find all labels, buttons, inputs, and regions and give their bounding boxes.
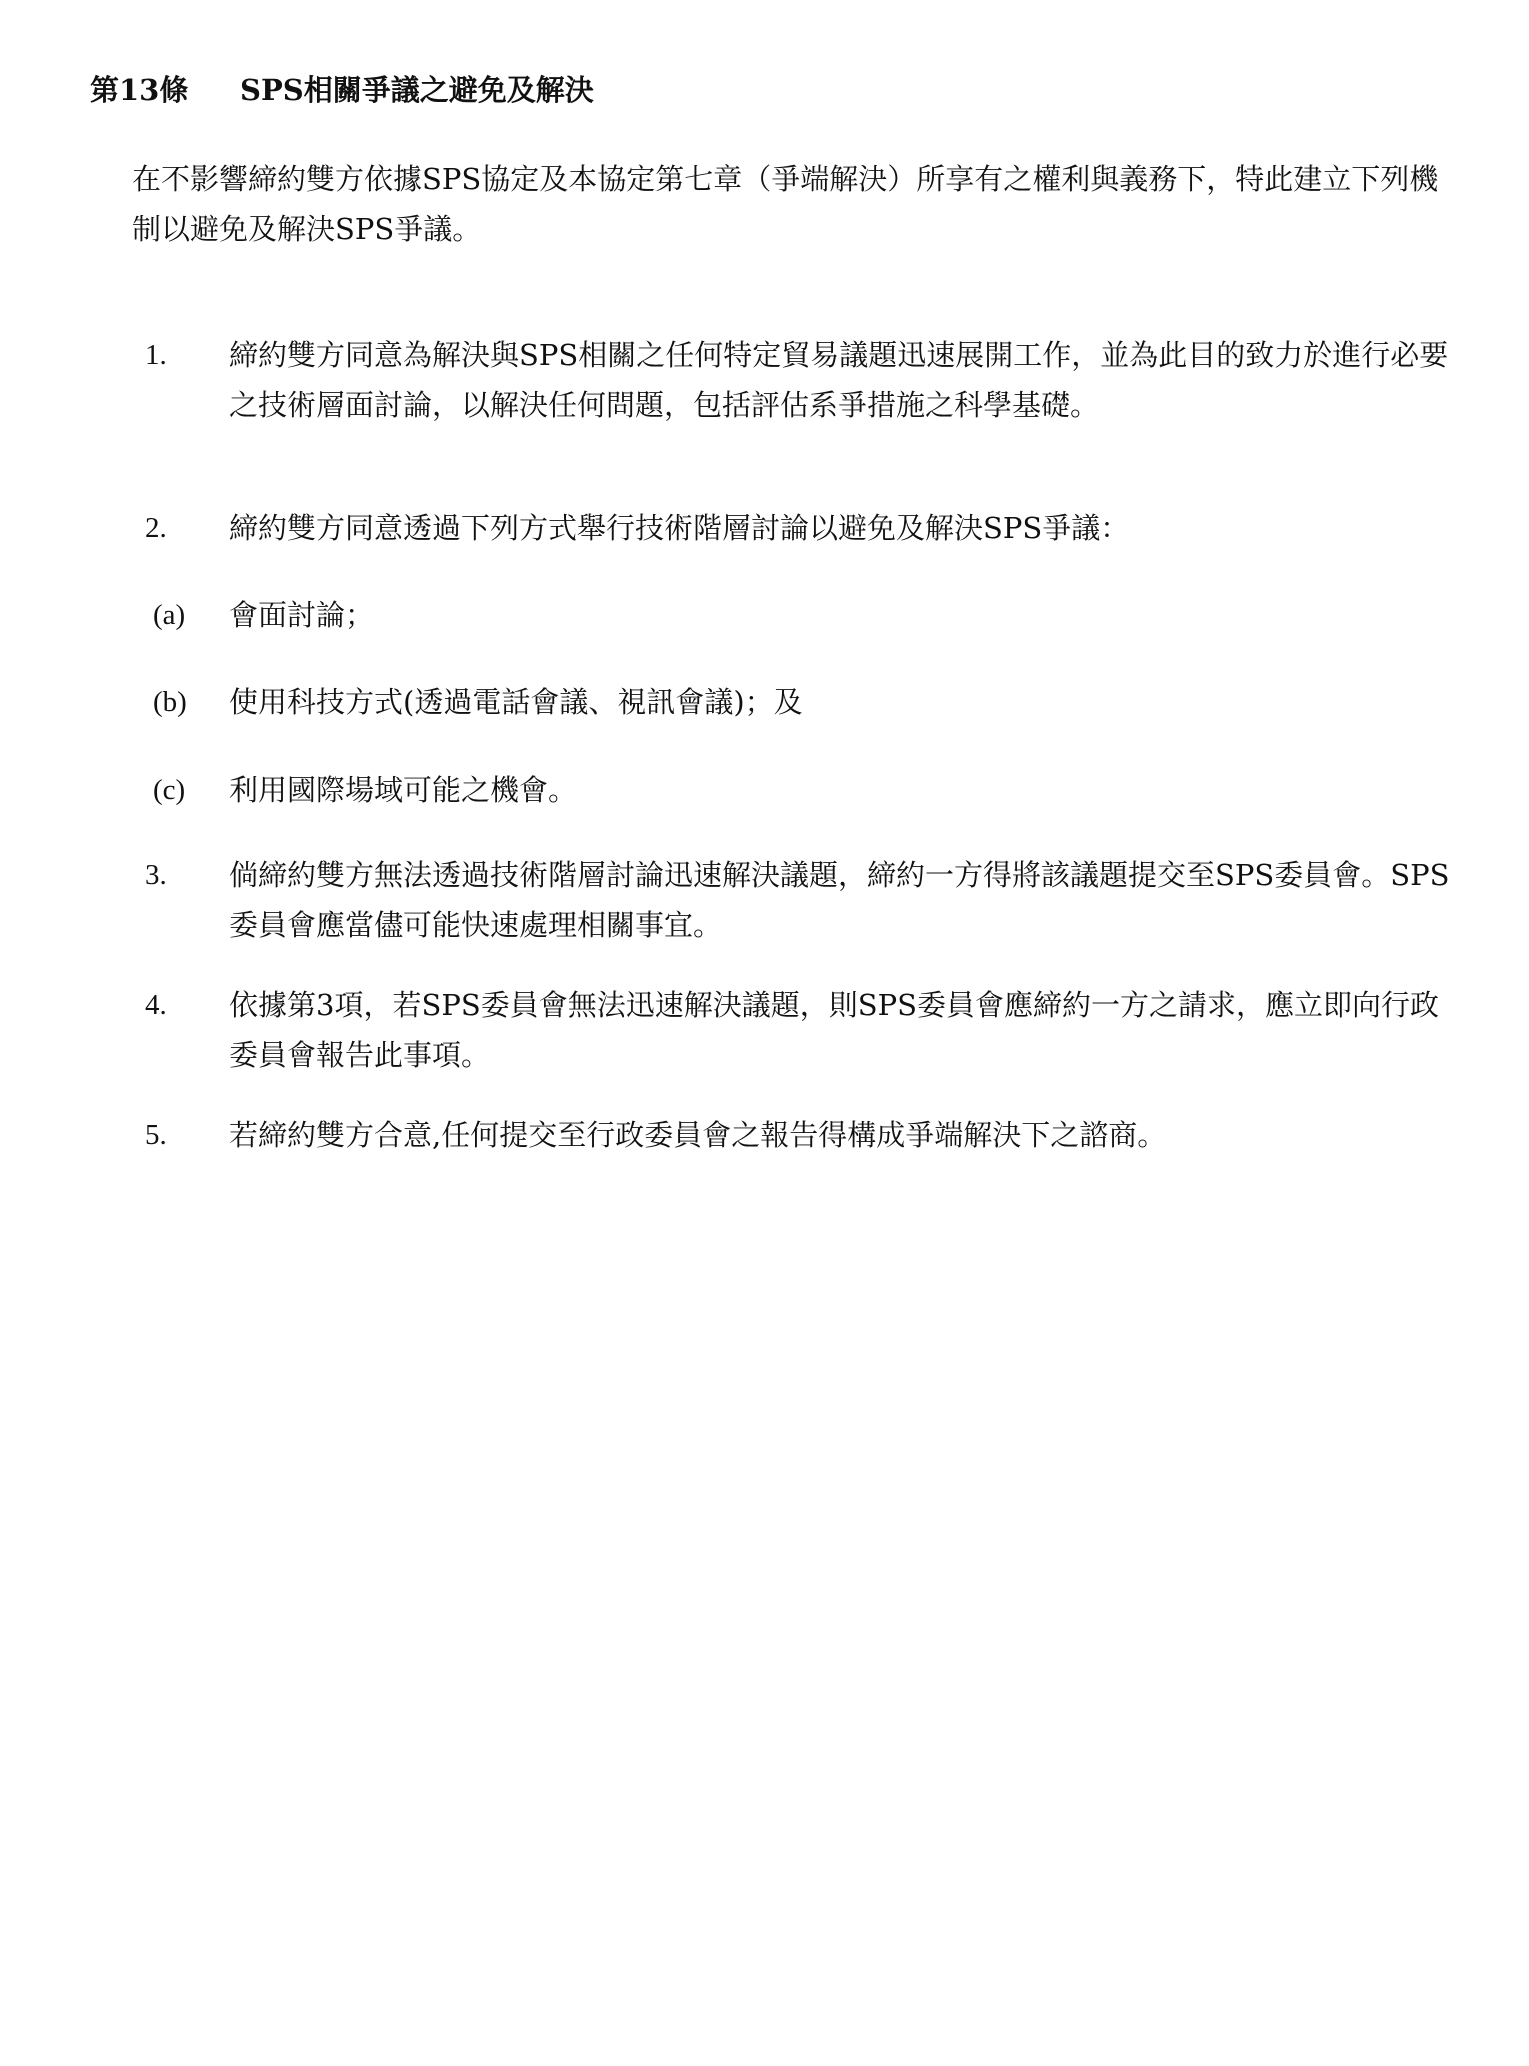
- clause-3: [145, 850, 1455, 950]
- clause-text: 倘締約雙方無法透過技術階層討論迅速解決議題，締約一方得將該議題提交至SPS委員會。SPS委員會應當儘可能快速處理相關事宜。: [229, 858, 1450, 942]
- clause-text: 依據第3項，若SPS委員會無法迅速解決議題，則SPS委員會應締約一方之請求，應立即向行政委員會報告此事項。: [229, 988, 1439, 1072]
- clause-2: [145, 503, 1455, 553]
- subclause-c: [145, 765, 1455, 815]
- subclause-b: [145, 677, 1455, 727]
- subclause-text: 利用國際場域可能之機會。: [229, 773, 578, 807]
- clause-text: 締約雙方同意透過下列方式舉行技術階層討論以避免及解決SPS爭議：: [229, 511, 1130, 545]
- clause-marker: 3.: [145, 859, 167, 891]
- article-title: SPS相關爭議之避免及解決: [240, 73, 594, 107]
- clause-text: 締約雙方同意為解決與SPS相關之任何特定貿易議題迅速展開工作，並為此目的致力於進行必要之技術層面討論，以解決任何問題，包括評估系爭措施之科學基礎。: [229, 338, 1449, 422]
- subclause-marker: (a): [153, 599, 186, 631]
- subclause-marker: (b): [153, 686, 187, 718]
- intro-paragraph: 在不影響締約雙方依據SPS協定及本協定第七章（爭端解決）所享有之權利與義務下，特此建立下列機制以避免及解決SPS爭議。: [132, 162, 1439, 246]
- article-heading: [90, 70, 594, 110]
- clause-text: 若締約雙方合意,任何提交至行政委員會之報告得構成爭端解決下之諮商。: [229, 1118, 1167, 1152]
- subclause-marker: (c): [153, 774, 186, 806]
- clause-1: [145, 330, 1455, 430]
- subclause-text: 會面討論；: [229, 598, 375, 632]
- clause-marker: 1.: [145, 339, 167, 371]
- subclause-text: 使用科技方式(透過電話會議、視訊會議)；及: [229, 685, 803, 719]
- clause-marker: 2.: [145, 512, 167, 544]
- clause-4: [145, 980, 1455, 1080]
- clause-5: [145, 1110, 1455, 1160]
- subclause-a: [145, 590, 1455, 640]
- clause-marker: 5.: [145, 1119, 167, 1151]
- clause-marker: 4.: [145, 989, 167, 1021]
- article-number: 第13條: [90, 73, 189, 107]
